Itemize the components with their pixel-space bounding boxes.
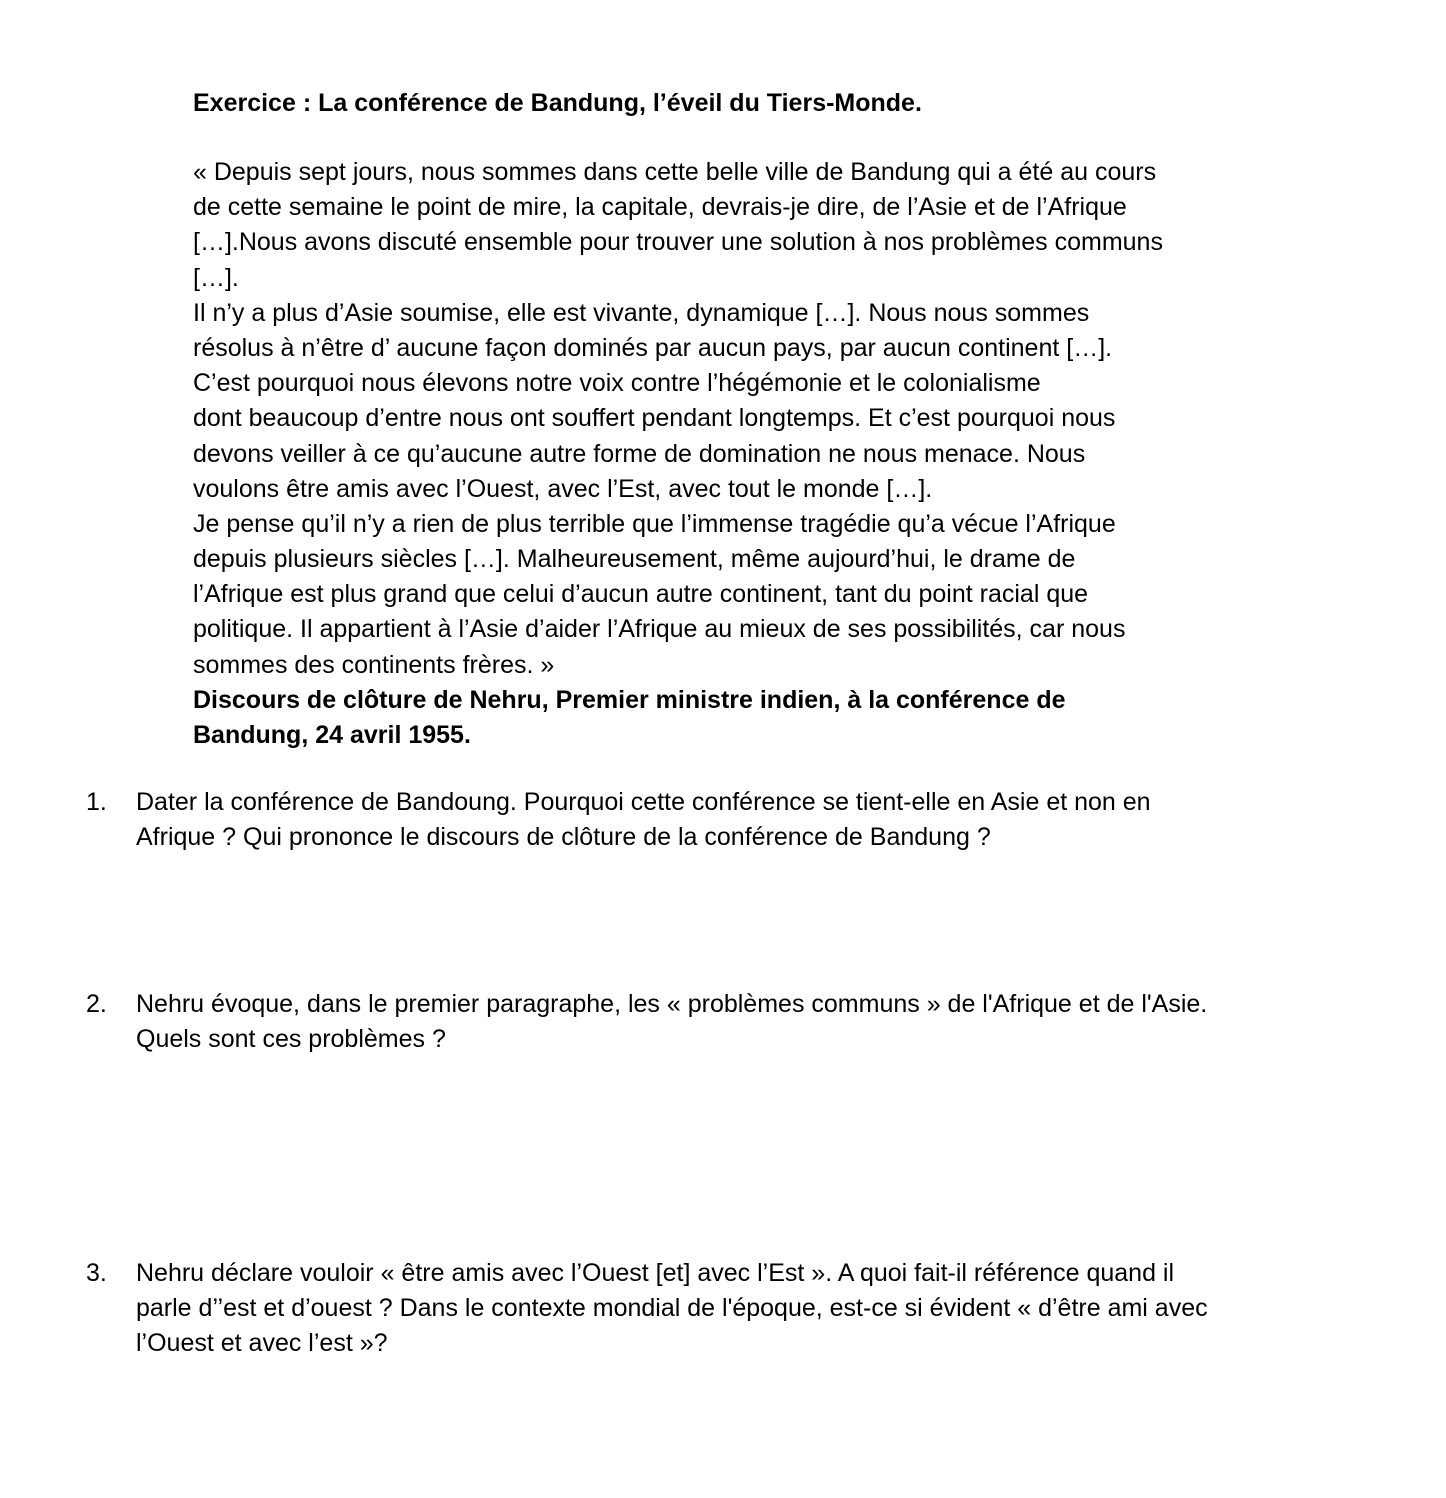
question-line: Quels sont ces problèmes ? [136, 1025, 446, 1054]
question-line: Dater la conférence de Bandoung. Pourquoi cette conférence se tient-elle en Asie et non en [136, 788, 1151, 816]
quote-line: devons veiller à ce qu’aucune autre forme de domination ne nous menace. Nous [193, 439, 1086, 468]
quote-line: sommes des continents frères. » [193, 650, 555, 679]
question-number: 2. [86, 990, 107, 1018]
quote-line: depuis plusieurs siècles […]. Malheureusement, même aujourd’hui, le drame de [193, 545, 1076, 574]
nehru-quote [193, 155, 1253, 753]
quote-line: […]. [193, 263, 239, 292]
quote-line: politique. Il appartient à l’Asie d’aider l’Afrique au mieux de ses possibilités, car nous [193, 615, 1126, 644]
quote-line: de cette semaine le point de mire, la capitale, devrais-je dire, de l’Asie et de l’Afrique [193, 193, 1127, 222]
question-number: 3. [86, 1259, 107, 1287]
quote-line: Il n’y a plus d’Asie soumise, elle est vivante, dynamique […]. Nous nous sommes [193, 298, 1090, 327]
exercise-title: Exercice : La conférence de Bandung, l’éveil du Tiers-Monde. [193, 89, 922, 117]
quote-line: l’Afrique est plus grand que celui d’aucun autre continent, tant du point racial que [193, 580, 1089, 609]
quote-line: voulons être amis avec l’Ouest, avec l’Est, avec tout le monde […]. [193, 474, 933, 503]
question-line: Nehru déclare vouloir « être amis avec l’Ouest [et] avec l’Est ». A quoi fait-il référence quand il [136, 1259, 1175, 1287]
quote-source-line: Discours de clôture de Nehru, Premier ministre indien, à la conférence de [193, 685, 1066, 714]
question-text [136, 785, 1306, 855]
quote-line: « Depuis sept jours, nous sommes dans cette belle ville de Bandung qui a été au cours [193, 158, 1157, 186]
quote-line: Je pense qu’il n’y a rien de plus terrible que l’immense tragédie qu’a vécue l’Afrique [193, 509, 1116, 538]
question-text [136, 987, 1306, 1057]
question-line: Nehru évoque, dans le premier paragraphe, les « problèmes communs » de l'Afrique et de l'Asie. [136, 990, 1208, 1018]
quote-line: dont beaucoup d’entre nous ont souffert pendant longtemps. Et c’est pourquoi nous [193, 404, 1116, 433]
quote-source-line: Bandung, 24 avril 1955. [193, 721, 471, 749]
quote-line: […].Nous avons discuté ensemble pour trouver une solution à nos problèmes communs [193, 228, 1163, 257]
question-line: Afrique ? Qui prononce le discours de clôture de la conférence de Bandung ? [136, 823, 991, 852]
question-line: parle d’’est et d’ouest ? Dans le contexte mondial de l'époque, est-ce si évident « d’être ami avec [136, 1294, 1208, 1323]
question-line: l’Ouest et avec l’est »? [136, 1329, 388, 1358]
question-text [136, 1256, 1306, 1362]
quote-line: C’est pourquoi nous élevons notre voix contre l’hégémonie et le colonialisme [193, 369, 1041, 398]
quote-line: résolus à n’être d’ aucune façon dominés par aucun pays, par aucun continent […]. [193, 333, 1113, 362]
question-number: 1. [86, 788, 107, 816]
